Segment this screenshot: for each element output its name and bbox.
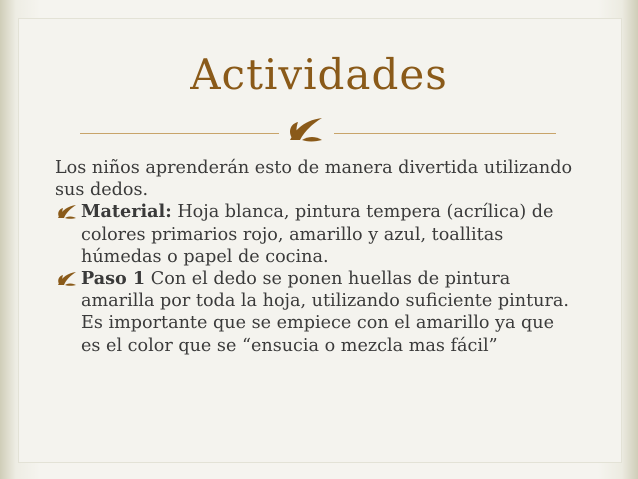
bullet-label: Paso 1: [81, 268, 146, 290]
bullet-label: Material:: [81, 201, 172, 223]
title-divider-right: [334, 133, 556, 134]
slide-body: [55, 157, 575, 357]
bullet-material: [55, 201, 575, 268]
bullet-paso-1: [55, 268, 575, 357]
fleur-bullet-icon: [56, 271, 78, 287]
fleur-ornament-icon: [282, 114, 328, 144]
bullet-text: Hoja blanca, pintura tempera (acrílica) de colores primarios rojo, amarillo y azul, toallitas húmedas o papel de cocina.: [81, 202, 554, 267]
fleur-bullet-icon: [56, 204, 78, 220]
intro-text: Los niños aprenderán esto de manera divertida utilizando sus dedos.: [55, 158, 573, 201]
bullet-text: Con el dedo se ponen huellas de pintura amarilla por toda la hoja, utilizando suficiente pintura. Es importante que se empiece con el amarillo ya que es el color que se “ensucia o mezcla mas fácil”: [81, 269, 569, 356]
slide-title: Actividades: [190, 50, 448, 99]
title-divider-left: [80, 133, 279, 134]
